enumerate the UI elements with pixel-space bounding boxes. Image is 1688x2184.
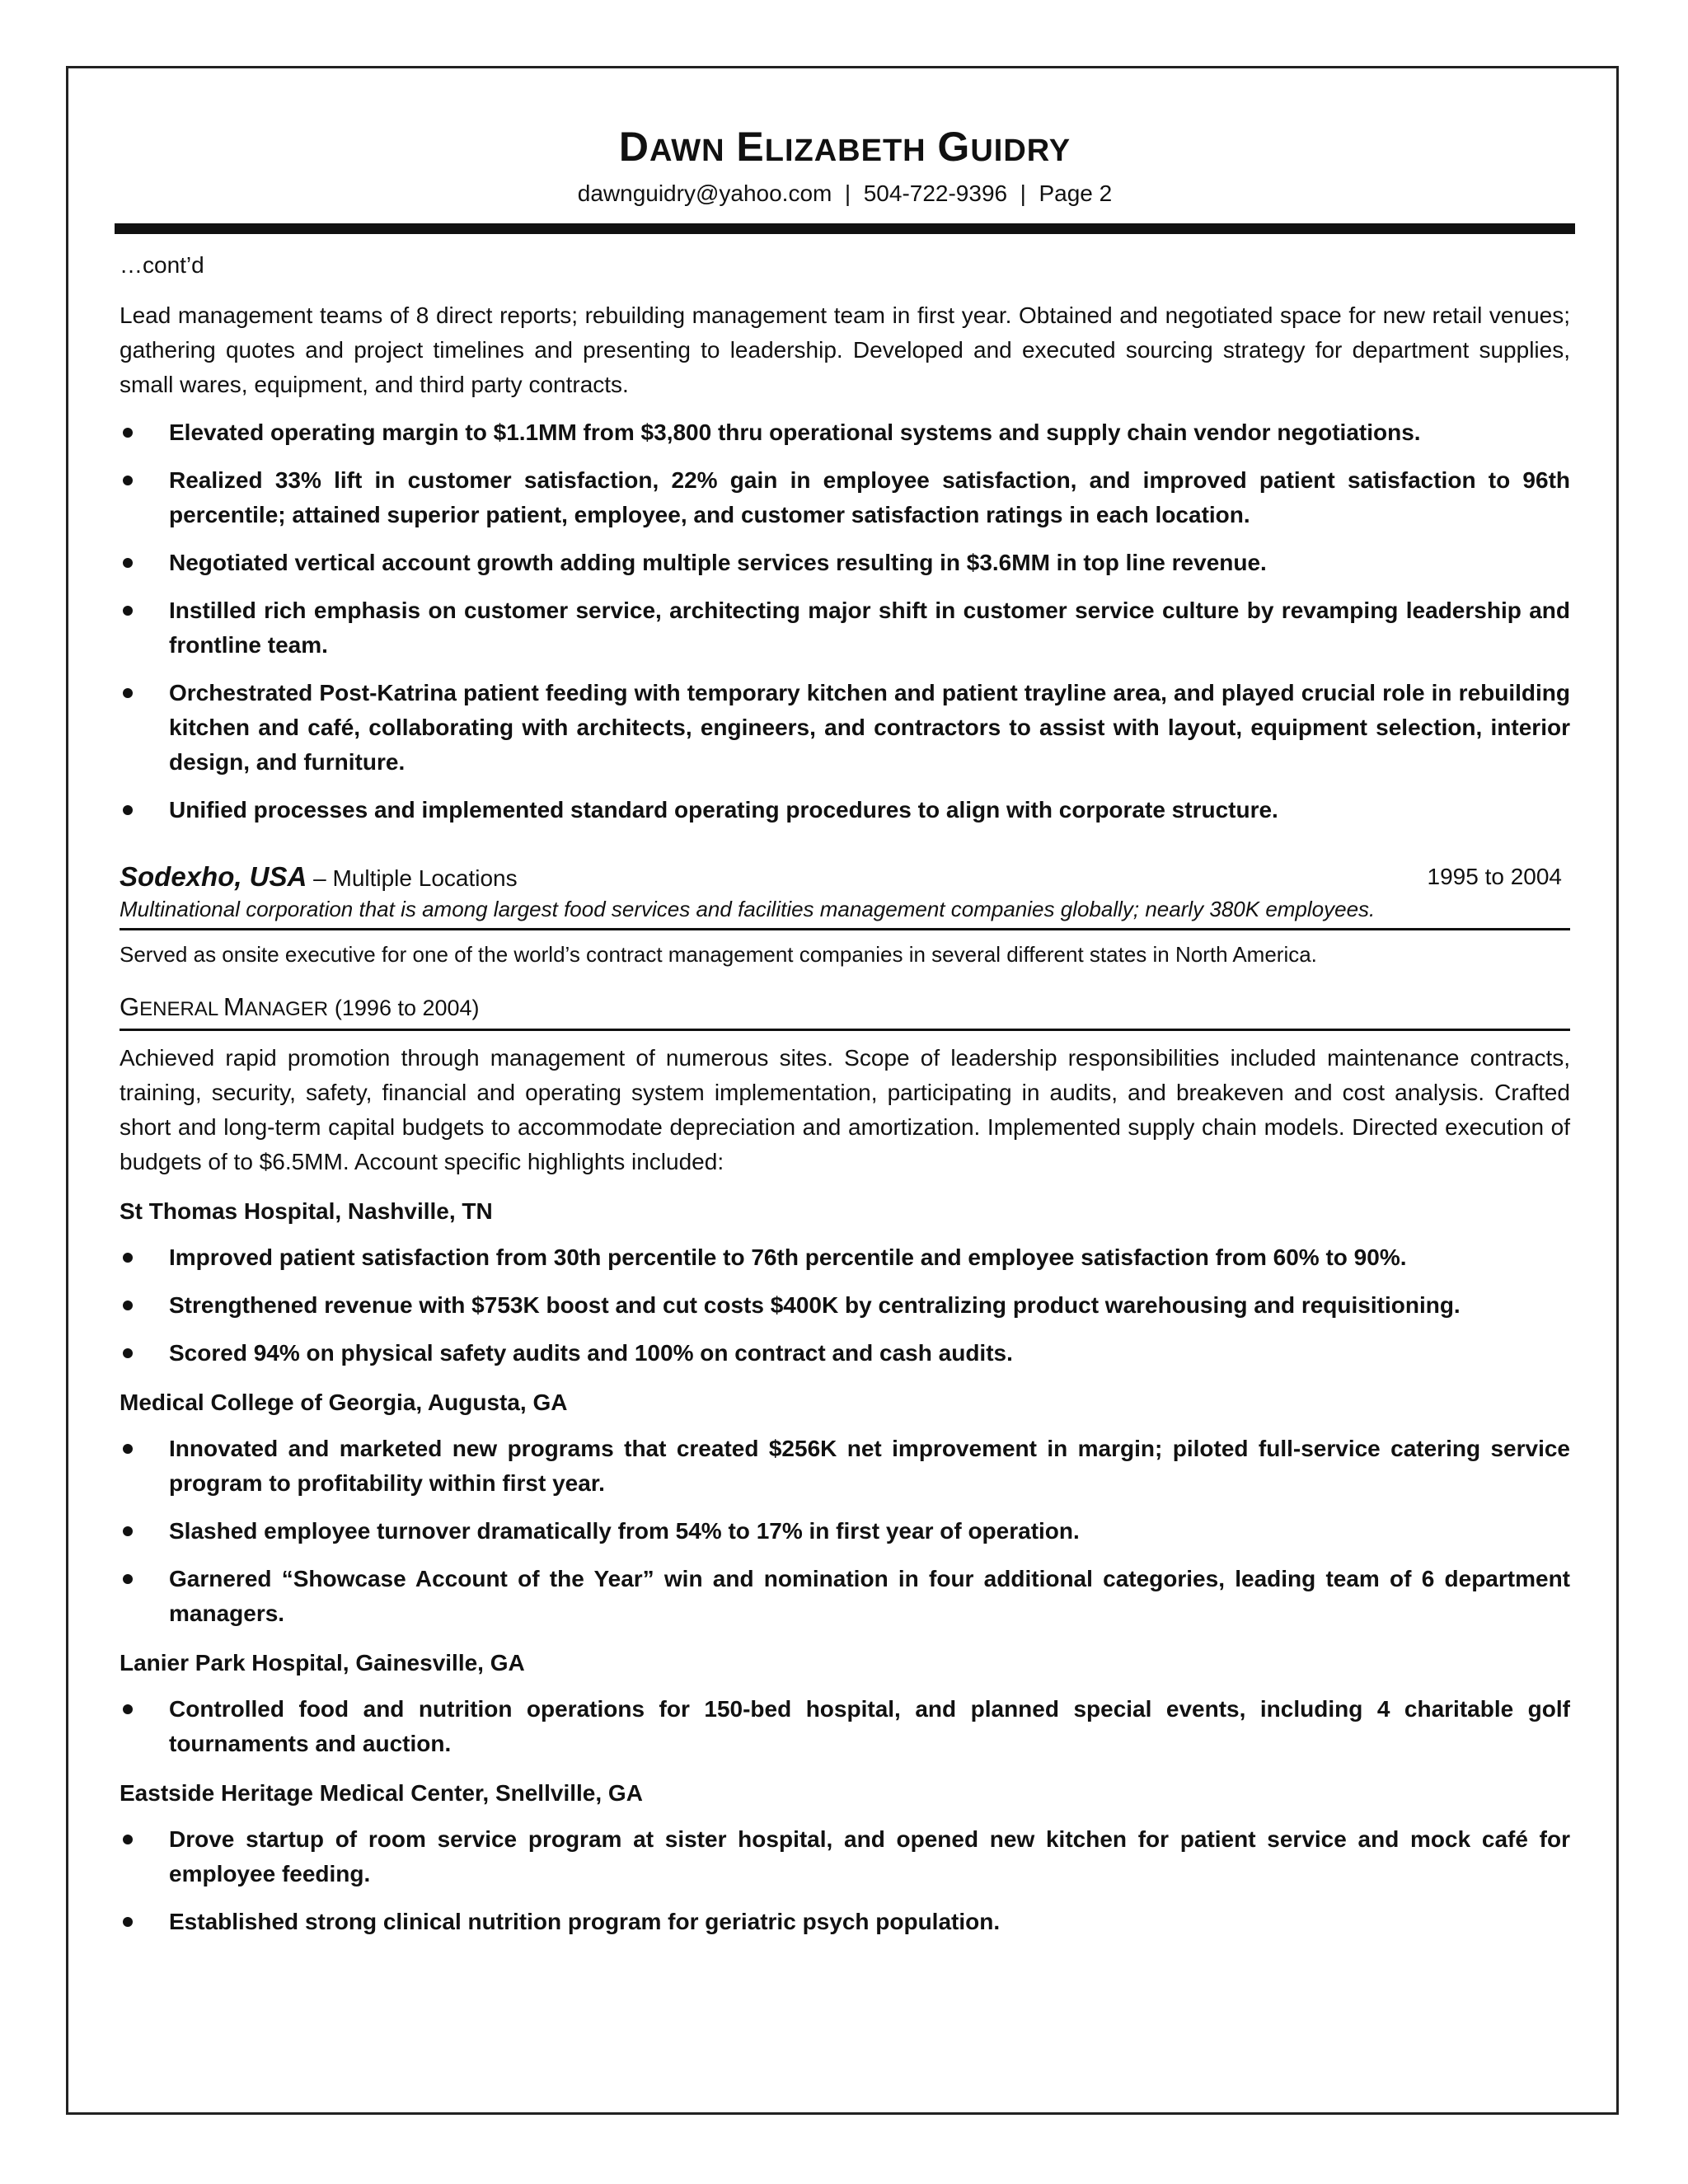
list-item (120, 1288, 1570, 1323)
role-dates: (1996 to 2004) (334, 996, 480, 1020)
header-rule (115, 223, 1575, 234)
role-rest-second: ANAGER (244, 998, 329, 1020)
bullet-text: Instilled rich emphasis on customer service, architecting major shift in customer service culture by revamping leadership and frontline team. (169, 598, 1570, 658)
bullet-text: Elevated operating margin to $1.1MM from $3,800 thru operational systems and supply chain vendor negotiations. (169, 419, 1421, 445)
employer-name: Sodexho, USA (120, 861, 307, 892)
name-initial-last: G (937, 124, 971, 170)
bullet-text: Negotiated vertical account growth adding multiple services resulting in $3.6MM in top line revenue. (169, 550, 1267, 575)
bullet-text: Established strong clinical nutrition program for geriatric psych population. (169, 1909, 1001, 1934)
continued-label: …cont’d (120, 252, 204, 278)
contact-line: dawnguidry@yahoo.com | 504-722-9396 | Page 2 (577, 180, 1113, 206)
bullet-text: Controlled food and nutrition operations for 150-bed hospital, and planned special events, including 4 charitable golf tournaments and auction. (169, 1696, 1570, 1756)
employer-tagline: Multinational corporation that is among largest food services and facilities management companies globally; nearly 380K employees. (120, 895, 1570, 930)
employer-row (120, 859, 1570, 895)
bullet-text: Garnered “Showcase Account of the Year” win and nomination in four additional categories, leading team of 6 department managers. (169, 1566, 1570, 1626)
site-heading: Eastside Heritage Medical Center, Snellville, GA (120, 1780, 643, 1806)
list-item (120, 593, 1570, 663)
intro-paragraph: Lead management teams of 8 direct reports; rebuilding management team in first year. Obtained and negotiated space for new retail venues; gathering quotes and project timelines and presenting to leadership. Developed and executed sourcing strategy for department supplies, small wares, equipment, and third party contracts. (120, 302, 1570, 397)
site-bullet-list (120, 1692, 1570, 1761)
bullet-icon (123, 1917, 133, 1927)
list-item (120, 1905, 1570, 1939)
list-item (120, 1240, 1570, 1275)
site-bullet-list (120, 1822, 1570, 1939)
role-initial-second: M (223, 992, 245, 1021)
bullet-icon (123, 1526, 133, 1536)
bullet-icon (123, 1835, 133, 1844)
bullet-icon (123, 688, 133, 698)
bullet-icon (123, 1348, 133, 1358)
name-rest-middle: LIZABETH (764, 134, 926, 168)
name-initial-first: D (618, 124, 649, 170)
bullet-icon (123, 805, 133, 815)
list-item (120, 463, 1570, 532)
bullet-text: Realized 33% lift in customer satisfaction, 22% gain in employee satisfaction, and improved patient satisfaction to 96th percentile; attained superior patient, employee, and customer satisfaction ratings in each location. (169, 467, 1570, 527)
bullet-icon (123, 1574, 133, 1584)
bullet-icon (123, 1444, 133, 1454)
name-rest-first: AWN (649, 134, 725, 168)
bullet-text: Orchestrated Post-Katrina patient feeding with temporary kitchen and patient trayline area, and played crucial role in rebuilding kitchen and café, collaborating with architects, engineers, and contractors to assist with layout, equipment selection, interior design, and furniture. (169, 680, 1570, 775)
bullet-text: Scored 94% on physical safety audits and 100% on contract and cash audits. (169, 1340, 1013, 1366)
list-item (120, 1562, 1570, 1631)
list-item (120, 1514, 1570, 1549)
list-item (120, 415, 1570, 450)
name-rest-last: UIDRY (970, 134, 1071, 168)
employer-location: – Multiple Locations (307, 865, 518, 891)
intro-bullet-list (120, 415, 1570, 827)
bullet-text: Unified processes and implemented standard operating procedures to align with corporate structure. (169, 797, 1278, 823)
bullet-icon (123, 476, 133, 485)
bullet-icon (123, 606, 133, 616)
candidate-name (120, 124, 1570, 174)
role-initial-first: G (120, 992, 140, 1021)
list-item (120, 1822, 1570, 1891)
role-title (120, 991, 1570, 1031)
site-heading: St Thomas Hospital, Nashville, TN (120, 1198, 493, 1224)
role-paragraph: Achieved rapid promotion through management of numerous sites. Scope of leadership responsibilities included maintenance contracts, training, security, safety, financial and operating system implementation, participating in audits, and breakeven and cost analysis. Crafted short and long-term capital budgets to accommodate depreciation and amortization. Implemented supply chain models. Directed execution of budgets of to $6.5MM. Account specific highlights included: (120, 1045, 1570, 1174)
bullet-text: Strengthened revenue with $753K boost and cut costs $400K by centralizing product warehousing and requisitioning. (169, 1292, 1461, 1318)
site-bullet-list (120, 1432, 1570, 1631)
bullet-text: Innovated and marketed new programs that created $256K net improvement in margin; piloted full-service catering service program to profitability within first year. (169, 1436, 1570, 1496)
role-rest-first: ENERAL (139, 998, 223, 1020)
site-heading: Medical College of Georgia, Augusta, GA (120, 1390, 568, 1415)
list-item (120, 793, 1570, 827)
bullet-text: Slashed employee turnover dramatically from 54% to 17% in first year of operation. (169, 1518, 1080, 1544)
bullet-text: Drove startup of room service program at sister hospital, and opened new kitchen for patient service and mock café for employee feeding. (169, 1826, 1570, 1886)
resume-page (120, 124, 1570, 1952)
list-item (120, 1336, 1570, 1371)
employer-dates: 1995 to 2004 (1427, 864, 1562, 889)
list-item (120, 546, 1570, 580)
bullet-icon (123, 1301, 133, 1310)
employer-served-statement: Served as onsite executive for one of the world’s contract management companies in several different states in North America. (120, 942, 1317, 967)
list-item (120, 676, 1570, 780)
bullet-icon (123, 1253, 133, 1263)
name-initial-middle: E (736, 124, 765, 170)
site-heading: Lanier Park Hospital, Gainesville, GA (120, 1650, 525, 1675)
bullet-icon (123, 558, 133, 568)
bullet-text: Improved patient satisfaction from 30th percentile to 76th percentile and employee satisfaction from 60% to 90%. (169, 1244, 1407, 1270)
list-item (120, 1432, 1570, 1501)
list-item (120, 1692, 1570, 1761)
bullet-icon (123, 428, 133, 438)
site-bullet-list (120, 1240, 1570, 1371)
bullet-icon (123, 1704, 133, 1714)
